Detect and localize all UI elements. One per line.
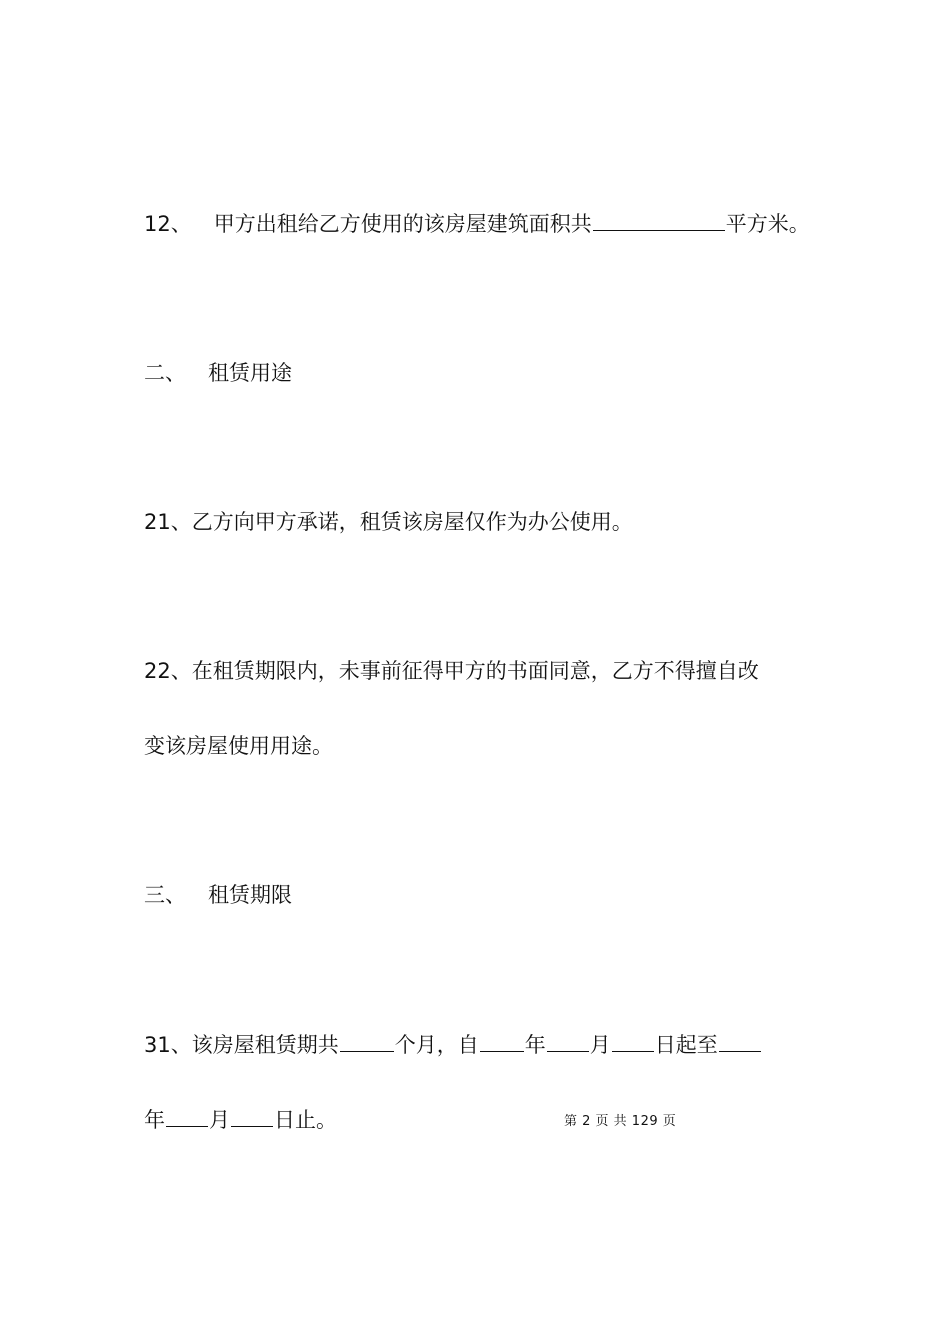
section-2-number: 二、 [144,361,186,385]
clause-31-line-1 [144,1030,762,1060]
start-year-blank [480,1031,524,1052]
clause-21-text: 21、乙方向甲方承诺，租赁该房屋仅作为办公使用。 [144,510,633,534]
clause-31-part-7: 月 [209,1108,230,1132]
clause-12-number: 12、 [144,212,192,236]
clause-31-part-2: 个月，自 [394,1033,479,1057]
section-3-heading [144,880,292,910]
clause-31-line-2 [144,1105,337,1135]
clause-22-text-2: 变该房屋使用用途。 [144,734,333,758]
clause-31-part-4: 月 [589,1033,611,1057]
clause-31-part-5: 日起至 [654,1033,718,1057]
section-2-title: 租赁用途 [208,361,292,385]
end-year-blank [719,1031,761,1052]
section-2-heading [144,358,292,388]
start-day-blank [612,1031,654,1052]
clause-31-part-6: 年 [144,1108,165,1132]
clause-31-part-1: 31、该房屋租赁期共 [144,1033,339,1057]
section-3-title: 租赁期限 [208,883,292,907]
section-3-number: 三、 [144,883,186,907]
clause-12-tail: 平方米。 [725,212,810,236]
clause-22-text-1: 22、在租赁期限内，未事前征得甲方的书面同意，乙方不得擅自改 [144,659,759,683]
end-month-blank [166,1106,208,1127]
area-blank [593,210,725,231]
clause-12-text: 甲方出租给乙方使用的该房屋建筑面积共 [213,212,592,236]
clause-21 [144,507,633,537]
clause-22-line-2 [144,731,333,761]
page-footer: 第 2 页 共 129 页 [564,1114,677,1129]
clause-12 [144,209,810,239]
start-month-blank [547,1031,589,1052]
clause-31-part-8: 日止。 [274,1108,337,1132]
clause-31-part-3: 年 [524,1033,546,1057]
end-day-blank [231,1106,273,1127]
months-blank [340,1031,394,1052]
clause-22-line-1 [144,656,759,686]
